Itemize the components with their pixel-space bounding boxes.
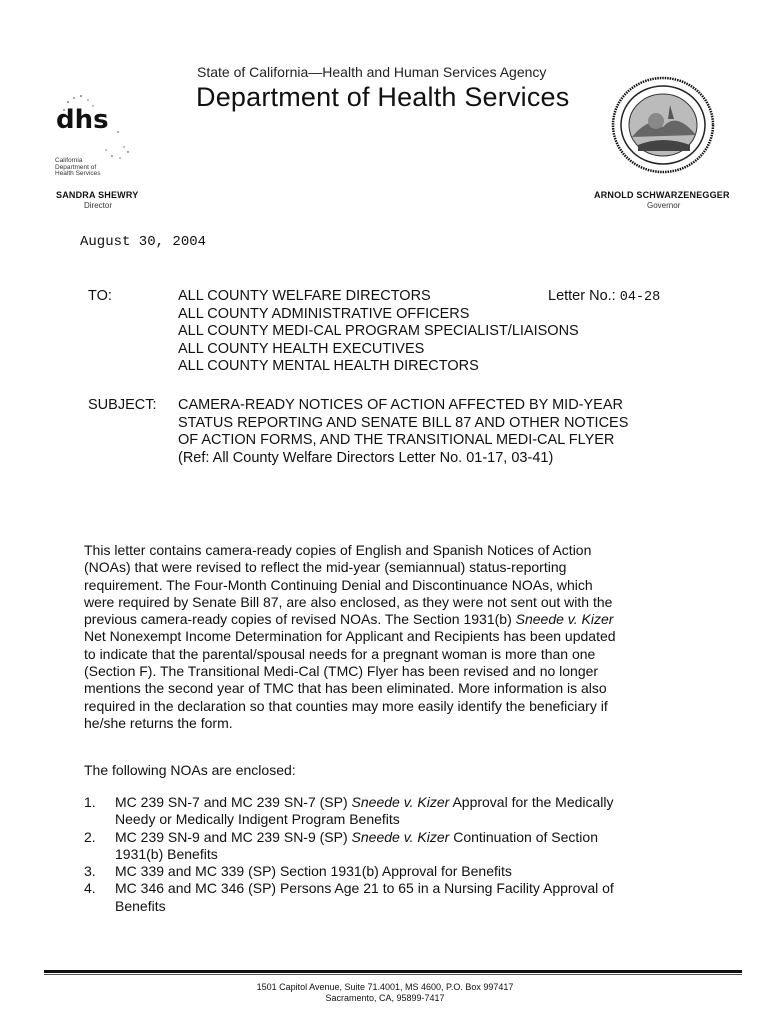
- letter-number: [548, 288, 660, 305]
- svg-text:dhs: dhs: [56, 105, 109, 135]
- recipient: ALL COUNTY MENTAL HEALTH DIRECTORS: [178, 358, 479, 375]
- list-number: 2.: [84, 828, 96, 845]
- governor-name: ARNOLD SCHWARZENEGGER: [594, 190, 730, 200]
- body-line: This letter contains camera-ready copies of English and Spanish Notices of Action: [84, 542, 592, 558]
- list-item: [84, 863, 684, 880]
- subject-line: OF ACTION FORMS, AND THE TRANSITIONAL MEDI-CAL FLYER: [178, 432, 615, 449]
- list-number: 3.: [84, 863, 96, 880]
- state-seal: [610, 75, 716, 175]
- director-title: Director: [84, 201, 113, 210]
- list-line: MC 346 and MC 346 (SP) Persons Age 21 to 65 in a Nursing Facility Approval of: [115, 880, 614, 897]
- list-line: Benefits: [115, 897, 166, 914]
- body-line: requirement. The Four-Month Continuing Denial and Discontinuance NOAs, which: [84, 576, 593, 593]
- body-line: were required by Senate Bill 87, are also enclosed, as they were not sent out with the: [84, 593, 613, 610]
- subject-text: [178, 397, 678, 467]
- body-line: required in the declaration so that counties may more easily identify the beneficiary if: [84, 697, 608, 714]
- body-line: (Section F). The Transitional Medi-Cal (TMC) Flyer has been revised and no longer: [84, 663, 599, 680]
- subject-line: CAMERA-READY NOTICES OF ACTION AFFECTED BY MID-YEAR: [178, 397, 623, 413]
- body-line: mentions the second year of TMC that has been eliminated. More information is also: [84, 680, 607, 697]
- to-label: TO:: [88, 288, 112, 304]
- recipient: ALL COUNTY HEALTH EXECUTIVES: [178, 340, 425, 357]
- recipient: ALL COUNTY MEDI-CAL PROGRAM SPECIALIST/LIAISONS: [178, 323, 579, 340]
- body-line: Net Nonexempt Income Determination for Applicant and Recipients has been updated: [84, 628, 616, 645]
- list-line: MC 239 SN-9 and MC 239 SN-9 (SP) Sneede v. Kizer Continuation of Section: [115, 828, 598, 845]
- footer-address-line: 1501 Capitol Avenue, Suite 71.4001, MS 4600, P.O. Box 997417: [256, 982, 514, 992]
- subject-label: SUBJECT:: [88, 397, 157, 413]
- subject-line: (Ref: All County Welfare Directors Letter No. 01-17, 03-41): [178, 449, 554, 466]
- list-item: [84, 794, 684, 829]
- recipient: ALL COUNTY ADMINISTRATIVE OFFICERS: [178, 305, 470, 322]
- enclosures-intro: The following NOAs are enclosed:: [84, 762, 296, 778]
- body-line: to indicate that the parental/spousal needs for a pregnant woman is more than one: [84, 645, 596, 662]
- agency-line: State of California—Health and Human Services Agency: [197, 64, 547, 80]
- enclosure-list: [84, 794, 684, 915]
- list-item: [84, 829, 684, 864]
- list-number: 1.: [84, 794, 96, 810]
- letter-number-value: 04-28: [619, 290, 661, 305]
- footer-rule: [44, 970, 742, 973]
- body-line: (NOAs) that were revised to reflect the mid-year (semiannual) status-reporting: [84, 559, 567, 576]
- recipient: ALL COUNTY WELFARE DIRECTORS: [178, 288, 431, 304]
- letter-number-label: Letter No.:: [548, 288, 616, 304]
- list-line: Needy or Medically Indigent Program Benefits: [115, 811, 400, 828]
- letter-date: August 30, 2004: [80, 234, 207, 250]
- recipient-list: [178, 288, 579, 376]
- body-line: previous camera-ready copies of revised NOAs. The Section 1931(b) Sneede v. Kizer: [84, 611, 614, 628]
- governor-title: Governor: [647, 201, 681, 210]
- footer-rule-thin: [44, 974, 742, 975]
- director-name: SANDRA SHEWRY: [56, 190, 139, 200]
- body-paragraph: [84, 542, 684, 732]
- list-line: 1931(b) Benefits: [115, 845, 218, 862]
- list-number: 4.: [84, 880, 96, 897]
- list-item: [84, 880, 684, 915]
- department-title: Department of Health Services: [196, 82, 570, 112]
- footer-address-line: Sacramento, CA, 95899-7417: [325, 993, 445, 1003]
- list-line: MC 339 and MC 339 (SP) Section 1931(b) Approval for Benefits: [115, 863, 512, 880]
- subject-line: STATUS REPORTING AND SENATE BILL 87 AND OTHER NOTICES: [178, 414, 629, 431]
- list-line: MC 239 SN-7 and MC 239 SN-7 (SP) Sneede v. Kizer Approval for the Medically: [115, 794, 614, 810]
- logo-subtitle: California Department of Health Services: [55, 157, 101, 177]
- body-line: he/she returns the form.: [84, 714, 233, 731]
- footer-address: [0, 982, 770, 1004]
